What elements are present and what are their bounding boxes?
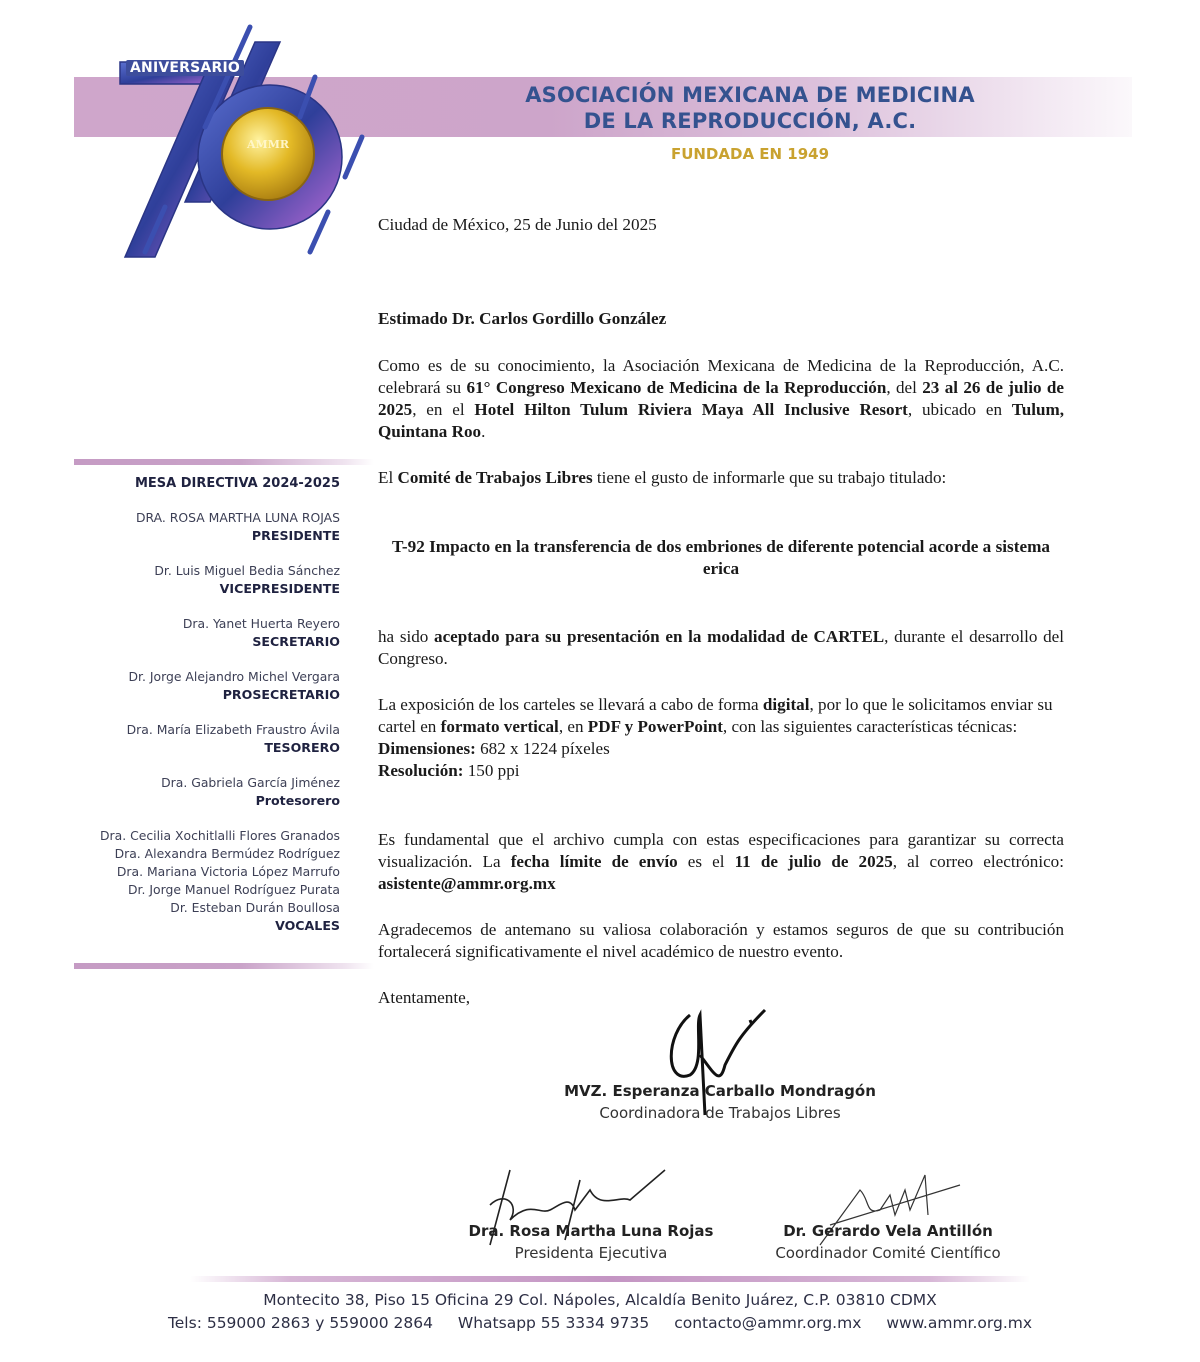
signer-role: Presidenta Ejecutiva	[514, 1244, 668, 1262]
ammr-medal-icon	[222, 108, 314, 200]
congress-location: Tulum, Quintana Roo	[378, 400, 1064, 441]
board-member-role: PROSECRETARIO	[222, 687, 340, 702]
board-of-directors	[80, 476, 340, 952]
work-title: T-92 Impacto en la transferencia de dos embriones de diferente potencial acorde a sistema erica	[392, 537, 1050, 578]
org-name-line1: ASOCIACIÓN MEXICANA DE MEDICINA	[525, 83, 975, 107]
paragraph-congress-info	[378, 355, 1064, 443]
board-members-list	[80, 509, 340, 935]
board-member-group	[80, 721, 340, 757]
paragraph-committee	[378, 467, 1064, 489]
board-member-name: Dra. Gabriela García Jiménez	[161, 775, 340, 790]
format-vertical: formato vertical	[440, 717, 559, 736]
paragraph-deadline	[378, 829, 1064, 895]
sidebar-divider-bottom	[74, 963, 374, 969]
text: .	[481, 422, 486, 441]
text: , del	[886, 378, 923, 397]
signer-name: Dra. Rosa Martha Luna Rojas	[468, 1222, 714, 1240]
committee-name: Comité de Trabajos Libres	[397, 468, 593, 487]
board-member-name: Dr. Esteban Durán Boullosa	[170, 900, 340, 915]
signature-block-president	[426, 1220, 756, 1264]
board-member-role: VOCALES	[275, 918, 340, 933]
deadline-date: 11 de julio de 2025	[734, 852, 893, 871]
board-member-name: Dra. Yanet Huerta Reyero	[182, 616, 340, 631]
org-name-line2: DE LA REPRODUCCIÓN, A.C.	[583, 109, 917, 133]
board-member-name: Dr. Jorge Alejandro Michel Vergara	[128, 669, 340, 684]
spec-resolution	[378, 760, 1064, 782]
signature-block-coordinator	[520, 1080, 920, 1124]
footer-contacts	[100, 1312, 1100, 1335]
text: , por lo que le solicitamos enviar su cartel en	[378, 695, 1053, 736]
text: , durante el desarrollo del Congreso.	[378, 627, 1064, 668]
closing: Atentamente,	[378, 988, 471, 1007]
format-digital: digital	[762, 695, 810, 714]
signer-role: Coordinador Comité Científico	[775, 1244, 1001, 1262]
congress-dates: 23 al 26 de julio de 2025	[378, 378, 1064, 419]
letter-greeting: Estimado Dr. Carlos Gordillo González	[378, 309, 667, 328]
submission-email[interactable]: asistente@ammr.org.mx	[378, 874, 556, 893]
board-member-role: Protesorero	[255, 793, 340, 808]
text: Como es de su conocimiento, la Asociación Mexicana de Medicina de la Reproducción, A.C. celebrará su	[378, 356, 1064, 397]
board-member-group	[80, 827, 340, 935]
thanks-text: Agradecemos de antemano su valiosa colaboración y estamos seguros de que su contribución fortalecerá significativamente el nivel académico de nuestro evento.	[378, 920, 1064, 961]
text: La exposición de los carteles se llevará a cabo de forma	[378, 695, 763, 714]
footer-whatsapp: Whatsapp 55 3334 9735	[457, 1314, 650, 1332]
spec-value: 150 ppi	[467, 761, 520, 780]
deadline-label: fecha límite de envío	[510, 852, 678, 871]
spec-label: Dimensiones:	[378, 739, 476, 758]
text: , en	[558, 717, 588, 736]
board-member-role: VICEPRESIDENTE	[219, 581, 340, 596]
board-member-name: Dr. Luis Miguel Bedia Sánchez	[154, 563, 340, 578]
sidebar-divider-top	[74, 459, 374, 465]
signature-block-scientific	[728, 1220, 1048, 1264]
file-types: PDF y PowerPoint	[587, 717, 723, 736]
board-member-group	[80, 774, 340, 810]
footer-address: Montecito 38, Piso 15 Oficina 29 Col. Nápoles, Alcaldía Benito Juárez, C.P. 03810 CDMX	[263, 1291, 937, 1309]
text: es el	[677, 852, 735, 871]
board-member-role: TESORERO	[264, 740, 340, 755]
board-member-name: Dra. Alexandra Bermúdez Rodríguez	[114, 846, 340, 861]
spec-value: 682 x 1224 píxeles	[480, 739, 610, 758]
anniversary-label: ANIVERSARIO	[126, 60, 244, 76]
board-member-role: SECRETARIO	[252, 634, 340, 649]
footer-website[interactable]: www.ammr.org.mx	[886, 1314, 1033, 1332]
text: , con las siguientes características técnicas:	[722, 717, 1018, 736]
text: Es fundamental que el archivo cumpla con estas especificaciones para garantizar su correcta visualización. La	[378, 830, 1064, 871]
spec-label: Resolución:	[378, 761, 464, 780]
signer-name: Dr. Gerardo Vela Antillón	[783, 1222, 993, 1240]
text: tiene el gusto de informarle que su trabajo titulado:	[592, 468, 947, 487]
acceptance-status: aceptado para su presentación en la modalidad de CARTEL	[434, 627, 885, 646]
organization-name	[440, 82, 1060, 134]
congress-venue: Hotel Hilton Tulum Riviera Maya All Inclusive Resort	[474, 400, 908, 419]
paragraph-thanks	[378, 919, 1064, 963]
congress-name: 61° Congreso Mexicano de Medicina de la Reproducción	[466, 378, 887, 397]
text: , ubicado en	[907, 400, 1012, 419]
text: ha sido	[378, 627, 435, 646]
text: , en el	[412, 400, 475, 419]
board-member-group	[80, 509, 340, 545]
paragraph-acceptance	[378, 626, 1064, 670]
footer-email[interactable]: contacto@ammr.org.mx	[674, 1314, 862, 1332]
board-member-name: Dra. Cecilia Xochitlalli Flores Granados	[99, 828, 340, 843]
signer-role: Coordinadora de Trabajos Libres	[599, 1104, 841, 1122]
board-member-group	[80, 615, 340, 651]
board-title: MESA DIRECTIVA 2024-2025	[134, 476, 340, 491]
founded-year: FUNDADA EN 1949	[670, 145, 830, 163]
board-member-group	[80, 562, 340, 598]
board-member-role: PRESIDENTE	[251, 528, 340, 543]
paragraph-poster-requirements	[378, 694, 1064, 782]
footer-divider	[190, 1276, 1030, 1282]
text: , al correo electrónico:	[892, 852, 1064, 871]
footer	[100, 1289, 1100, 1335]
letter-date: Ciudad de México, 25 de Junio del 2025	[378, 215, 657, 234]
board-member-name: Dra. Mariana Victoria López Marrufo	[116, 864, 340, 879]
spec-dimensions	[378, 738, 1064, 760]
footer-phones: Tels: 559000 2863 y 559000 2864	[167, 1314, 433, 1332]
text: El	[378, 468, 398, 487]
board-member-group	[80, 668, 340, 704]
board-member-name: DRA. ROSA MARTHA LUNA ROJAS	[135, 510, 340, 525]
board-member-name: Dra. María Elizabeth Fraustro Ávila	[126, 722, 340, 737]
signer-name: MVZ. Esperanza Carballo Mondragón	[564, 1082, 876, 1100]
medal-label: AMMR	[246, 138, 290, 151]
board-member-name: Dr. Jorge Manuel Rodríguez Purata	[128, 882, 340, 897]
